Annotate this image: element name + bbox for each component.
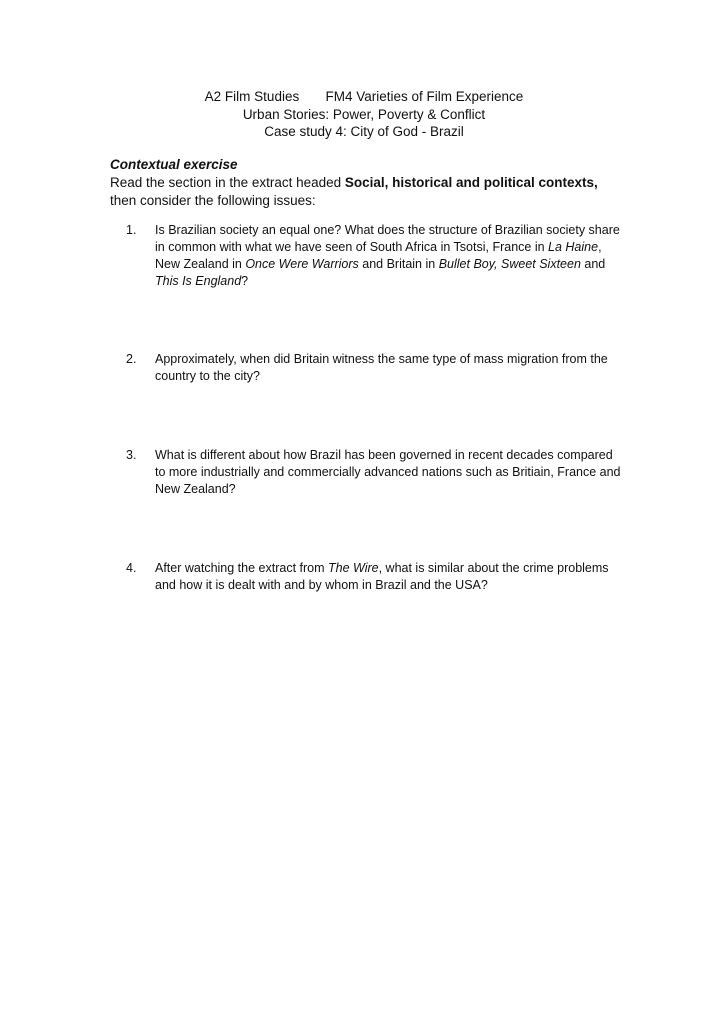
- question-text-part: What is different about how Brazil has been governed in recent decades compared to more industrially and commercially advanced nations such as Britiain, France and New Zealand?: [155, 448, 621, 496]
- question-text-part-italic: Bullet Boy, Sweet Sixteen: [438, 257, 581, 271]
- question-number: 1.: [126, 223, 137, 237]
- question-text: [155, 447, 625, 498]
- case-study-title: Case study 4: City of God - Brazil: [264, 124, 464, 139]
- question-text-part: , what is similar about the crime problems and how it is dealt with and by whom in Brazil and the USA?: [155, 561, 609, 592]
- question-text-part: After watching the extract from: [155, 561, 328, 575]
- question-number: 2.: [126, 352, 137, 366]
- question-text-part: ?: [241, 274, 249, 288]
- question-text-part-italic: This Is England: [155, 274, 242, 288]
- question-number: 3.: [126, 448, 137, 462]
- intro-text-after: then consider the following issues:: [110, 193, 316, 208]
- question-text-part-italic: Once Were Warriors: [245, 257, 359, 271]
- document-header: [0, 88, 728, 141]
- exercise-intro: [110, 156, 610, 210]
- question-text: [155, 560, 625, 594]
- topic-title: Urban Stories: Power, Poverty & Conflict: [242, 106, 486, 122]
- question-number: 4.: [126, 561, 137, 575]
- question-text-part: and: [580, 257, 606, 271]
- intro-text-before: Read the section in the extract headed: [110, 175, 345, 190]
- question-text-part: , New Zealand in: [155, 240, 602, 271]
- question-text-part-italic: La Haine: [548, 240, 599, 254]
- question-text-part: Is Brazilian society an equal one? What does the structure of Brazilian society share in common with what we have seen of South Africa in Tsotsi, France in: [155, 223, 620, 254]
- unit-title: FM4 Varieties of Film Experience: [325, 89, 524, 104]
- question-text-part: Approximately, when did Britain witness the same type of mass migration from the country to the city?: [155, 352, 608, 383]
- header-line-1: [0, 88, 728, 106]
- question-text: [155, 351, 625, 385]
- exercise-title: Contextual exercise: [110, 157, 238, 172]
- course-title: A2 Film Studies: [204, 89, 300, 104]
- question-text: [155, 222, 625, 290]
- intro-text-bold: Social, historical and political contexts,: [344, 175, 598, 190]
- question-text-part-italic: The Wire: [328, 561, 379, 575]
- question-text-part: and Britain in: [358, 257, 439, 271]
